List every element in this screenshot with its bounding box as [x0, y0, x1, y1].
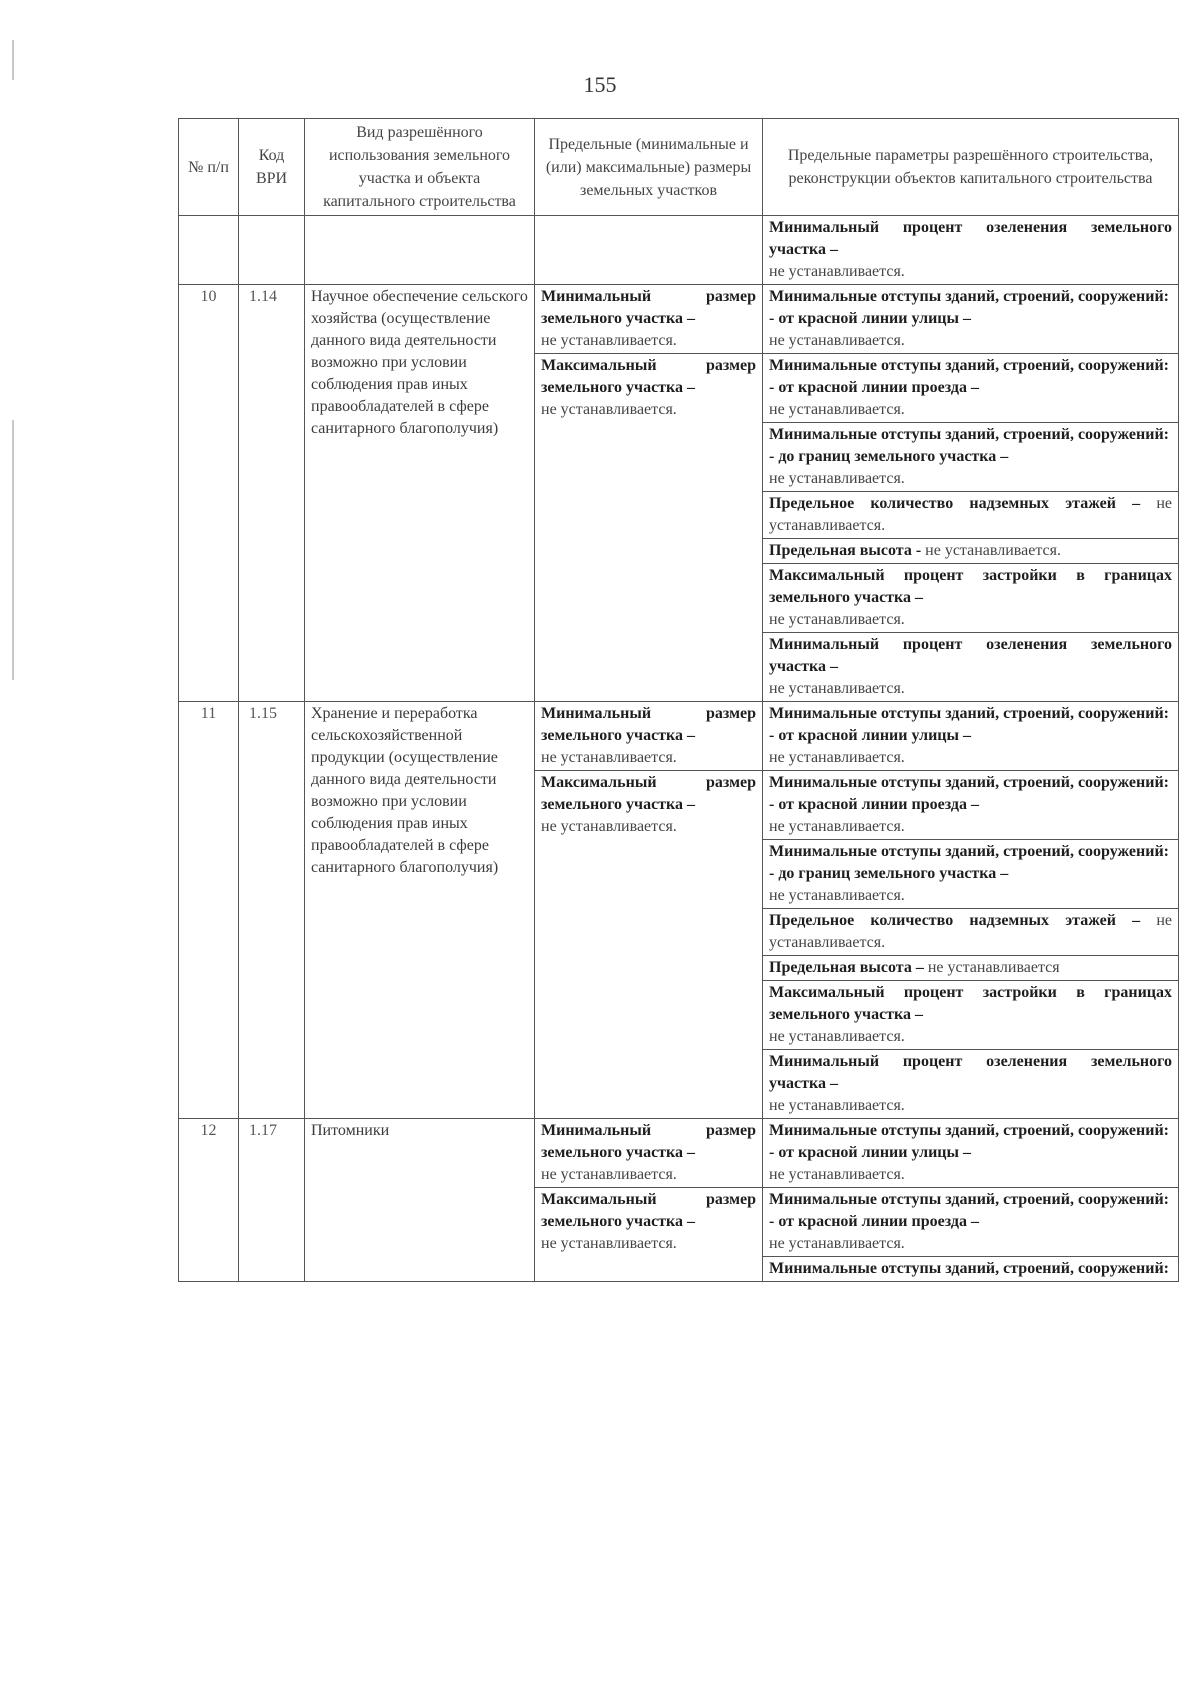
row-number: 11 — [179, 702, 239, 1119]
permitted-use: Питомники — [305, 1119, 535, 1282]
param-line: - от красной линии улицы – — [769, 310, 971, 327]
min-size-cell — [535, 285, 763, 354]
param-cell — [763, 1257, 1179, 1282]
header-use: Вид разрешённого использования земельного участка и объекта капитального строительства — [305, 119, 535, 216]
continuation-num — [179, 216, 239, 285]
size-title: Минимальный размер земельного участка – — [541, 1122, 756, 1161]
header-code: Код ВРИ — [239, 119, 305, 216]
param-title: Минимальные отступы зданий, строений, сооружений: — [769, 357, 1169, 374]
param-value: не устанавливается. — [769, 680, 905, 697]
size-value: не устанавливается. — [541, 401, 677, 418]
param-line: - от красной линии улицы – — [769, 1144, 971, 1161]
param-line: - от красной линии проезда – — [769, 796, 979, 813]
size-value: не устанавливается. — [541, 818, 677, 835]
continuation-sizes — [535, 216, 763, 285]
size-title: Максимальный размер земельного участка – — [541, 357, 756, 396]
table-header-row — [179, 119, 1179, 216]
param-cell — [763, 492, 1179, 539]
table-row — [179, 702, 1179, 771]
param-title: Предельная высота – — [769, 959, 924, 976]
header-sizes: Предельные (минимальные и (или) максимальные) размеры земельных участков — [535, 119, 763, 216]
param-title: Минимальные отступы зданий, строений, сооружений: — [769, 1122, 1169, 1139]
param-cell — [763, 354, 1179, 423]
param-title: Максимальный процент застройки в границах земельного участка – — [769, 567, 1172, 606]
param-title: Предельная высота - — [769, 542, 922, 559]
max-size-cell — [535, 354, 763, 702]
param-line: - до границ земельного участка – — [769, 448, 1009, 465]
min-size-cell — [535, 1119, 763, 1188]
param-value: не устанавливается. — [769, 818, 905, 835]
param-title: Минимальные отступы зданий, строений, сооружений: — [769, 1191, 1169, 1208]
min-size-cell — [535, 702, 763, 771]
param-cell — [763, 840, 1179, 909]
size-title: Минимальный размер земельного участка – — [541, 288, 756, 327]
size-title: Максимальный размер земельного участка – — [541, 1191, 756, 1230]
param-value: не устанавливается. — [769, 495, 1172, 534]
row-number: 12 — [179, 1119, 239, 1282]
param-title: Минимальные отступы зданий, строений, сооружений: — [769, 705, 1169, 722]
param-value: не устанавливается. — [769, 1097, 905, 1114]
param-value: не устанавливается. — [769, 263, 905, 280]
row-number: 10 — [179, 285, 239, 702]
param-title: Минимальные отступы зданий, строений, сооружений: — [769, 288, 1169, 305]
param-title: Минимальные отступы зданий, строений, сооружений: — [769, 774, 1169, 791]
param-title: Максимальный процент застройки в границах земельного участка – — [769, 984, 1172, 1023]
permitted-use: Научное обеспечение сельского хозяйства (осуществление данного вида деятельности возможно при условии соблюдения прав иных правообладателей в сфере санитарного благополучия) — [305, 285, 535, 702]
continuation-row — [179, 216, 1179, 285]
param-cell — [763, 981, 1179, 1050]
param-title: Минимальный процент озеленения земельного участка – — [769, 219, 1172, 258]
header-params: Предельные параметры разрешённого строительства, реконструкции объектов капитального строительства — [763, 119, 1179, 216]
param-value: не устанавливается. — [769, 1028, 905, 1045]
table-row — [179, 285, 1179, 354]
param-value: не устанавливается. — [769, 912, 1172, 951]
param-title: Минимальные отступы зданий, строений, сооружений: — [769, 843, 1169, 860]
continuation-param — [763, 216, 1179, 285]
param-line: - от красной линии улицы – — [769, 727, 971, 744]
continuation-code — [239, 216, 305, 285]
param-value: не устанавливается. — [925, 542, 1061, 559]
param-value: не устанавливается. — [769, 1166, 905, 1183]
param-value: не устанавливается. — [769, 470, 905, 487]
param-title: Предельное количество надземных этажей – — [769, 495, 1141, 512]
vri-code: 1.15 — [239, 702, 305, 1119]
param-cell — [763, 564, 1179, 633]
param-line: - до границ земельного участка – — [769, 865, 1009, 882]
param-cell — [763, 285, 1179, 354]
vri-code: 1.14 — [239, 285, 305, 702]
param-value: не устанавливается. — [769, 887, 905, 904]
size-value: не устанавливается. — [541, 1166, 677, 1183]
param-title: Предельное количество надземных этажей – — [769, 912, 1141, 929]
page-number: 155 — [583, 72, 617, 97]
param-cell — [763, 1119, 1179, 1188]
scan-margin-mark — [12, 420, 14, 680]
param-value: не устанавливается — [927, 959, 1060, 976]
param-line: - от красной линии проезда – — [769, 1213, 979, 1230]
param-cell — [763, 909, 1179, 956]
param-value: не устанавливается. — [769, 611, 905, 628]
param-line: - от красной линии проезда – — [769, 379, 979, 396]
regulations-table — [178, 118, 1179, 1282]
permitted-use: Хранение и переработка сельскохозяйственной продукции (осуществление данного вида деятельности возможно при условии соблюдения прав иных правообладателей в сфере санитарного благополучия) — [305, 702, 535, 1119]
param-cell — [763, 423, 1179, 492]
param-cell — [763, 633, 1179, 702]
param-cell — [763, 539, 1179, 564]
size-value: не устанавливается. — [541, 1235, 677, 1252]
param-cell — [763, 956, 1179, 981]
max-size-cell — [535, 771, 763, 1119]
param-title: Минимальные отступы зданий, строений, сооружений: — [769, 1260, 1169, 1277]
param-cell — [763, 1188, 1179, 1257]
param-title: Минимальный процент озеленения земельного участка – — [769, 1053, 1172, 1092]
size-value: не устанавливается. — [541, 749, 677, 766]
param-title: Минимальные отступы зданий, строений, сооружений: — [769, 426, 1169, 443]
size-value: не устанавливается. — [541, 332, 677, 349]
param-title: Минимальный процент озеленения земельного участка – — [769, 636, 1172, 675]
continuation-use — [305, 216, 535, 285]
param-cell — [763, 771, 1179, 840]
param-value: не устанавливается. — [769, 1235, 905, 1252]
size-title: Минимальный размер земельного участка – — [541, 705, 756, 744]
param-cell — [763, 1050, 1179, 1119]
header-num: № п/п — [179, 119, 239, 216]
param-cell — [763, 702, 1179, 771]
table-row — [179, 1119, 1179, 1188]
max-size-cell — [535, 1188, 763, 1282]
param-value: не устанавливается. — [769, 749, 905, 766]
param-value: не устанавливается. — [769, 401, 905, 418]
size-title: Максимальный размер земельного участка – — [541, 774, 756, 813]
vri-code: 1.17 — [239, 1119, 305, 1282]
param-value: не устанавливается. — [769, 332, 905, 349]
